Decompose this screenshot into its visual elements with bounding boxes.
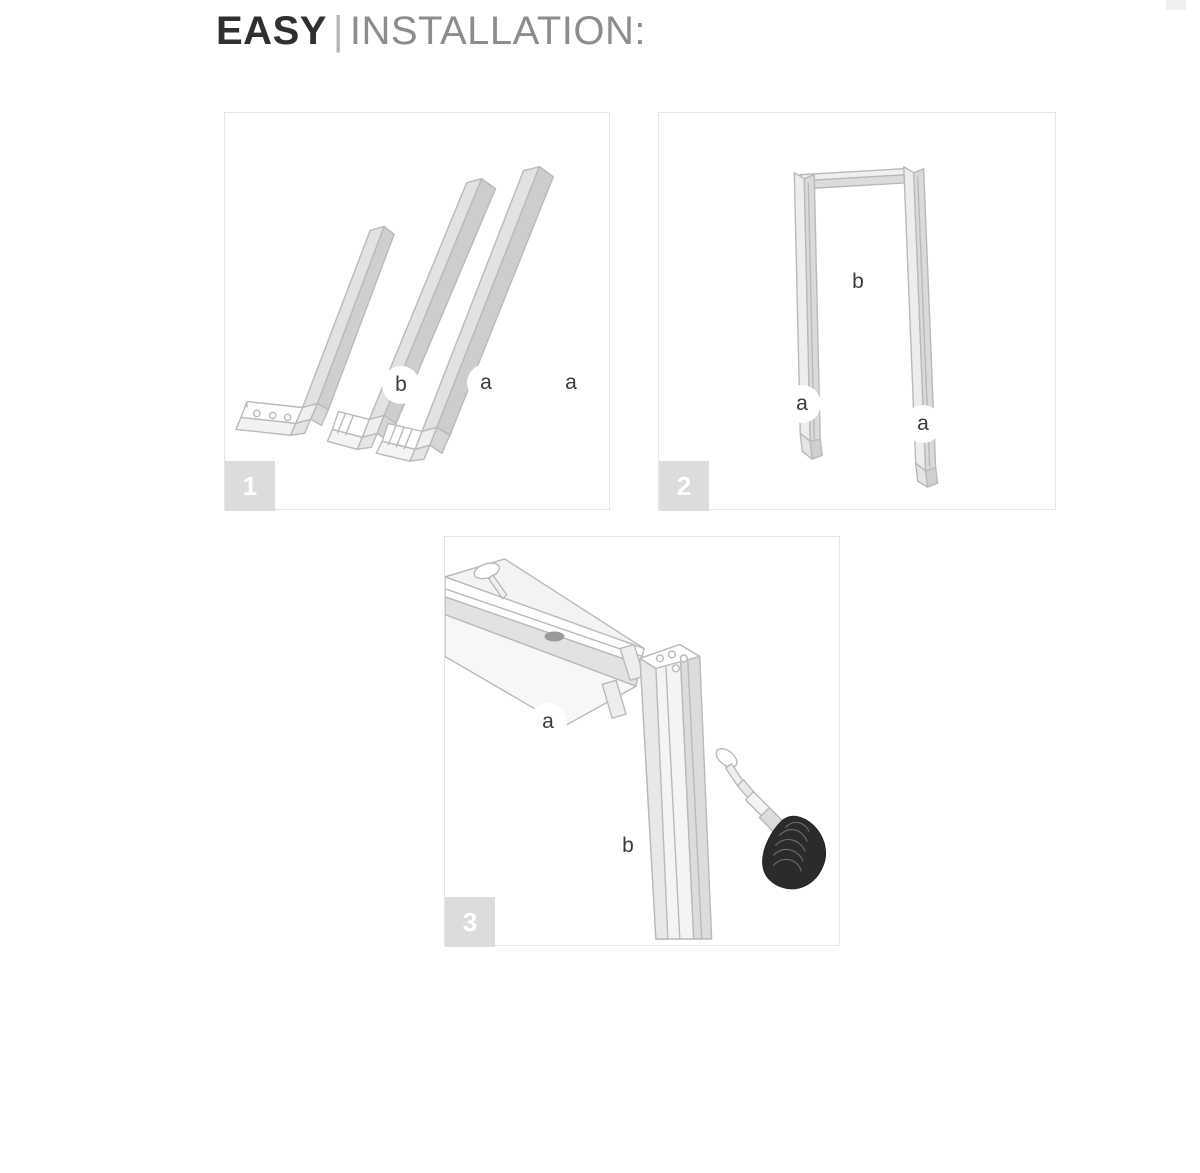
page-title-strong: EASY	[216, 9, 327, 53]
callout-a: a	[467, 364, 505, 402]
page-title-rest: INSTALLATION:	[349, 9, 647, 53]
illustration-step-2	[659, 113, 1055, 509]
callout-b: b	[382, 366, 420, 404]
callout-b: b	[609, 827, 647, 865]
step-panel-2	[658, 112, 1056, 510]
callout-b: b	[839, 263, 877, 301]
step-number-3: 3	[445, 897, 495, 947]
callout-a: a	[529, 703, 567, 741]
callout-a: a	[552, 364, 590, 402]
step-number-2: 2	[659, 461, 709, 511]
callout-a: a	[904, 405, 942, 443]
page-title-divider: |	[332, 9, 344, 53]
illustration-step-1	[225, 113, 609, 509]
illustration-step-3	[445, 537, 839, 945]
callout-a: a	[783, 385, 821, 423]
step-panel-1	[224, 112, 610, 510]
page-title	[216, 4, 646, 58]
corner-mark	[1166, 0, 1186, 10]
step-number-1: 1	[225, 461, 275, 511]
step-panel-3	[444, 536, 840, 946]
